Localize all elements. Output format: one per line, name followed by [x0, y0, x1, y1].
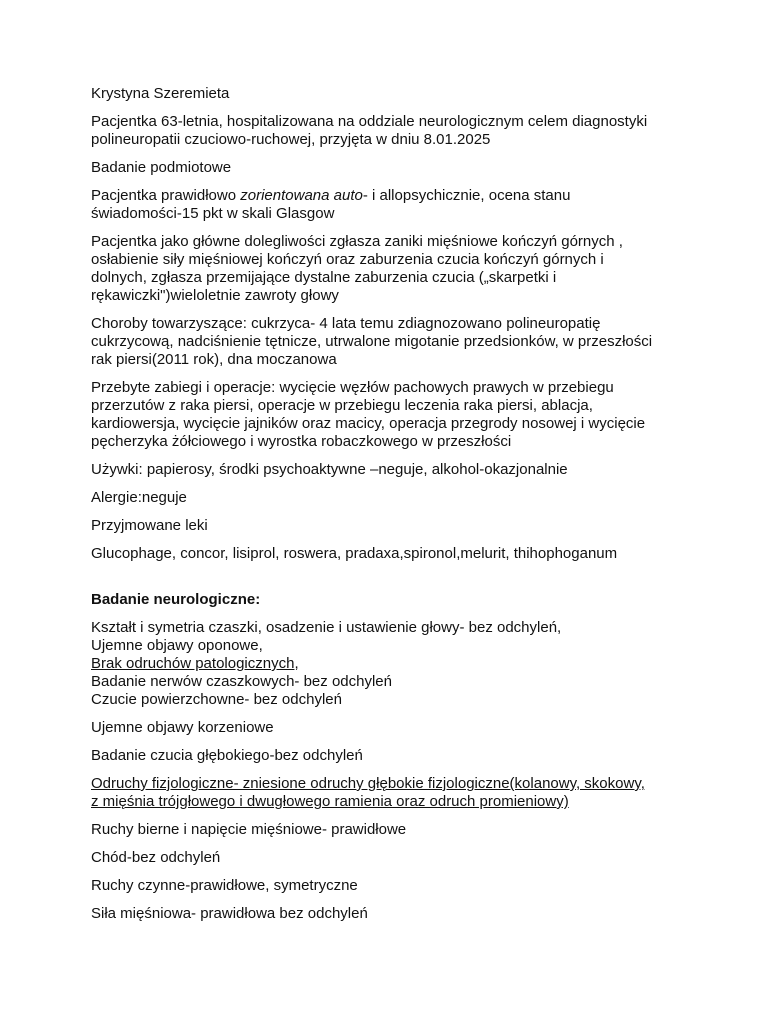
reflexes-line-1: Odruchy fizjologiczne- zniesione odruchy głębokie fizjologiczne(kolanowy, skokowy,: [91, 775, 645, 792]
surgeries-line-1: Przebyte zabiegi i operacje: wycięcie węzłów pachowych prawych w przebiegu: [91, 379, 614, 396]
complaints-line-2: osłabienie siły mięśniowej kończyń oraz zaburzenia czucia kończyń górnych i: [91, 251, 604, 268]
active-paragraph: [91, 877, 691, 895]
neuro-line-4: Badanie nerwów czaszkowych- bez odchyleń: [91, 673, 392, 690]
surgeries-paragraph: [91, 379, 691, 451]
orientation-line-1: [91, 187, 691, 205]
orientation-pre: Pacjentka prawidłowo: [91, 187, 241, 204]
radicular-text: Ujemne objawy korzeniowe: [91, 719, 274, 736]
gait-text: Chód-bez odchyleń: [91, 849, 221, 866]
complaints-line-1: Pacjentka jako główne dolegliwości zgłasza zaniki mięśniowe kończyń górnych ,: [91, 233, 623, 250]
subjective-title: [91, 159, 691, 177]
neuro-title-text: Badanie neurologiczne:: [91, 591, 261, 608]
deep-sensation-text: Badanie czucia głębokiego-bez odchyleń: [91, 747, 363, 764]
stimulants-paragraph: [91, 461, 691, 479]
deep-sensation-paragraph: [91, 747, 691, 765]
orientation-line-2: świadomości-15 pkt w skali Glasgow: [91, 205, 335, 222]
allergies-text: Alergie:neguje: [91, 489, 187, 506]
strength-paragraph: [91, 905, 691, 923]
comorbidities-line-3: rak piersi(2011 rok), dna moczanowa: [91, 351, 337, 368]
intro-paragraph: [91, 113, 691, 149]
neuro-block: [91, 619, 691, 709]
reflexes-paragraph: [91, 775, 691, 811]
comorbidities-paragraph: [91, 315, 691, 369]
active-text: Ruchy czynne-prawidłowe, symetryczne: [91, 877, 358, 894]
surgeries-line-4: pęcherzyka żółciowego i wyrostka robaczkowego w przeszłości: [91, 433, 512, 450]
surgeries-line-2: przerzutów z raka piersi, operacje w przebiegu leczenia raka piersi, ablacja,: [91, 397, 593, 414]
stimulants-text: Używki: papierosy, środki psychoaktywne –neguje, alkohol-okazjonalnie: [91, 461, 568, 478]
author-text: Krystyna Szeremieta: [91, 85, 230, 102]
reflexes-line-2: z mięśnia trójgłowego i dwugłowego ramienia oraz odruch promieniowy): [91, 793, 569, 810]
passive-text: Ruchy bierne i napięcie mięśniowe- prawidłowe: [91, 821, 407, 838]
spacer: [91, 573, 691, 591]
meds-title: [91, 517, 691, 535]
orientation-post: - i allopsychicznie, ocena stanu: [362, 187, 571, 204]
neuro-line-2: Ujemne objawy oponowe,: [91, 637, 263, 654]
meds-paragraph: [91, 545, 691, 563]
neuro-line-1: Kształt i symetria czaszki, osadzenie i ustawienie głowy- bez odchyleń,: [91, 619, 562, 636]
neuro-title: [91, 591, 691, 609]
gait-paragraph: [91, 849, 691, 867]
intro-line-2: polineuropatii czuciowo-ruchowej, przyjęta w dniu 8.01.2025: [91, 131, 491, 148]
author-name: [91, 85, 691, 103]
orientation-paragraph: [91, 187, 691, 223]
strength-text: Siła mięśniowa- prawidłowa bez odchyleń: [91, 905, 368, 922]
meds-title-text: Przyjmowane leki: [91, 517, 208, 534]
meds-text: Glucophage, concor, lisiprol, roswera, pradaxa,spironol,melurit, thihophoganum: [91, 545, 618, 562]
comorbidities-line-2: cukrzycową, nadciśnienie tętnicze, utrwalone migotanie przedsionków, w przeszłości: [91, 333, 653, 350]
subjective-title-text: Badanie podmiotowe: [91, 159, 232, 176]
pathological-reflexes-text: Brak odruchów patologicznych: [91, 655, 295, 672]
allergies-paragraph: [91, 489, 691, 507]
radicular-paragraph: [91, 719, 691, 737]
passive-paragraph: [91, 821, 691, 839]
neuro-line-5: Czucie powierzchowne- bez odchyleń: [91, 691, 342, 708]
neuro-line-3: [91, 655, 691, 673]
neuro-line-3-tail: ,: [294, 655, 299, 672]
surgeries-line-3: kardiowersja, wycięcie jajników oraz macicy, operacja przegrody nosowej i wycięcie: [91, 415, 646, 432]
complaints-line-3: dolnych, zgłasza przemijające dystalne zaburzenia czucia („skarpetki i: [91, 269, 557, 286]
comorbidities-line-1: Choroby towarzyszące: cukrzyca- 4 lata temu zdiagnozowano polineuropatię: [91, 315, 601, 332]
document-page: [91, 85, 691, 933]
orientation-italic: zorientowana auto: [240, 187, 363, 204]
complaints-line-4: rękawiczki")wieloletnie zawroty głowy: [91, 287, 339, 304]
complaints-paragraph: [91, 233, 691, 305]
intro-line-1: Pacjentka 63-letnia, hospitalizowana na oddziale neurologicznym celem diagnostyki: [91, 113, 648, 130]
